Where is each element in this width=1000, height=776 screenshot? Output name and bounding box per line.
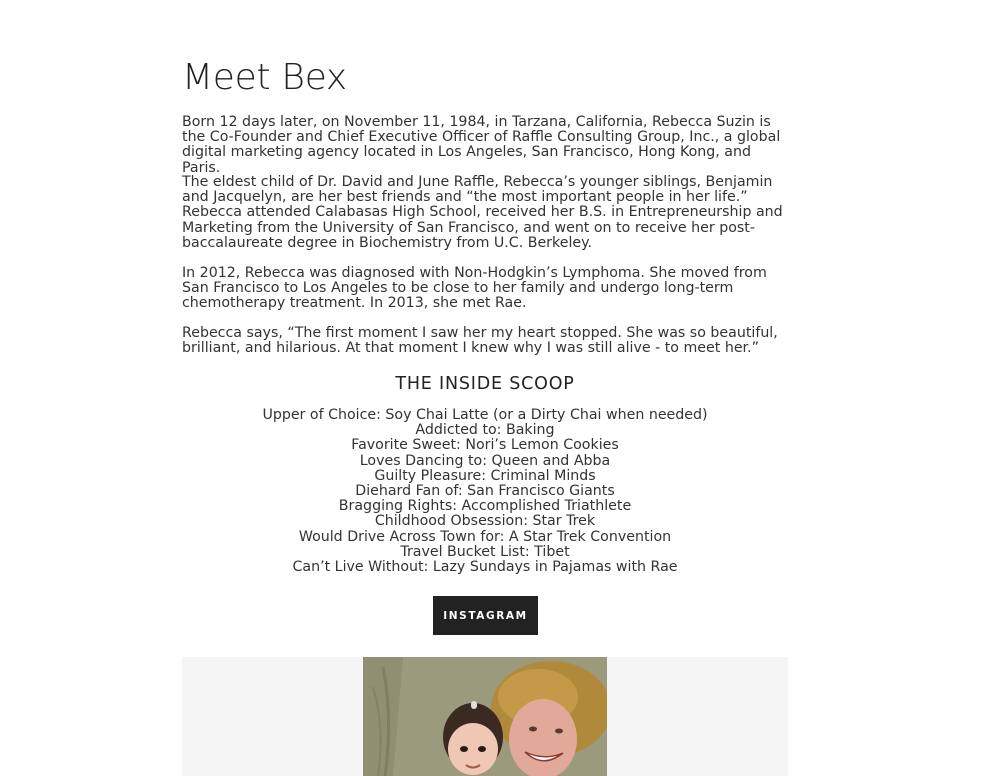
inside-scoop-heading: THE INSIDE SCOOP [395, 374, 575, 394]
scoop-item: Loves Dancing to: Queen and Abba [359, 452, 611, 469]
scoop-item: Childhood Obsession: Star Trek [374, 513, 596, 530]
page-title: Meet Bex [182, 57, 347, 98]
scoop-item: Diehard Fan of: San Francisco Giants [355, 483, 615, 500]
family-photo[interactable] [363, 657, 607, 776]
bio-paragraph-3: In 2012, Rebecca was diagnosed with Non-Hodgkin’s Lymphoma. She moved from San Francisco to Los Angeles to be close to her family and undergo long-term chemotherapy treatment. In 2013, she met Rae. [182, 265, 767, 312]
scoop-item: Can’t Live Without: Lazy Sundays in Pajamas with Rae [292, 559, 678, 576]
photo-gallery [182, 657, 788, 776]
scoop-item: Favorite Sweet: Nori’s Lemon Cookies [351, 437, 619, 454]
instagram-button[interactable]: INSTAGRAM [433, 596, 538, 635]
scoop-item: Would Drive Across Town for: A Star Trek Convention [298, 528, 672, 545]
scoop-item: Guilty Pleasure: Criminal Minds [374, 467, 596, 484]
bio-paragraph-1: Born 12 days later, on November 11, 1984, in Tarzana, California, Rebecca Suzin is the Co-Founder and Chief Executive Officer of Raffle Consulting Group, Inc., a global digital marketing agency located in Los Angeles, San Francisco, Hong Kong, and Paris. [182, 114, 781, 176]
family-photo-icon [363, 657, 607, 776]
scoop-item: Addicted to: Baking [415, 422, 555, 439]
bio-paragraph-4: Rebecca says, “The first moment I saw her my heart stopped. She was so beautiful, brilliant, and hilarious. At that moment I knew why I was still alive - to meet her.” [182, 325, 778, 357]
inside-scoop-list [182, 408, 788, 575]
scoop-item: Bragging Rights: Accomplished Triathlete [338, 498, 632, 515]
scoop-item: Travel Bucket List: Tibet [400, 543, 570, 560]
bio-paragraph-2: The eldest child of Dr. David and June Raffle, Rebecca’s younger siblings, Benjamin and Jacquelyn, are her best friends and “the most important people in her life.” Rebecca attended Calabasas High School, received her B.S. in Entrepreneurship and Marketing from the University of San Francisco, and went on to receive her post-baccalaureate degree in Biochemistry from U.C. Berkeley. [182, 174, 783, 251]
scoop-item: Upper of Choice: Soy Chai Latte (or a Dirty Chai when needed) [262, 407, 708, 423]
